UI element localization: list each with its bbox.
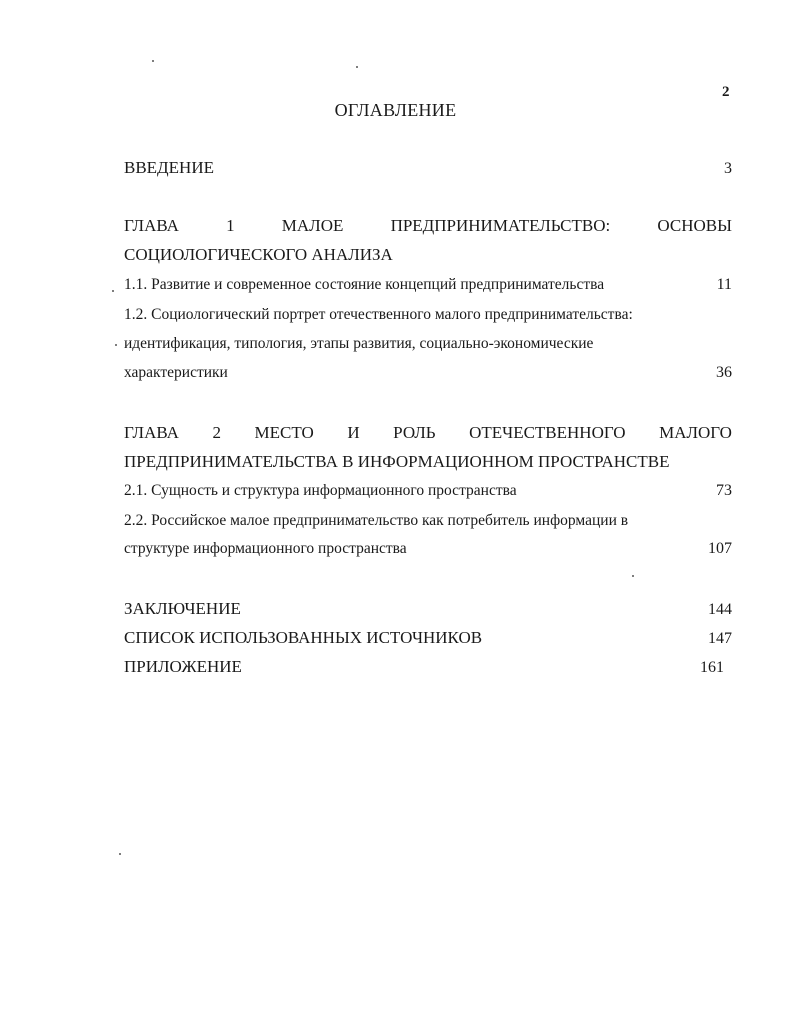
toc-entry-1-1 bbox=[124, 276, 732, 302]
heading-word: МАЛОЕ bbox=[281, 216, 344, 235]
scan-speck bbox=[112, 290, 114, 292]
heading-word: 2 bbox=[212, 423, 221, 442]
scan-speck bbox=[632, 575, 634, 577]
toc-entry-1-2-line3 bbox=[124, 364, 732, 390]
heading-word: ОТЕЧЕСТВЕННОГО bbox=[469, 423, 626, 442]
toc-entry-sources bbox=[124, 628, 732, 654]
toc-entry-label: 1.1. Развитие и современное состояние концепций предпринимательства bbox=[124, 276, 605, 293]
chapter2-heading-line1 bbox=[124, 423, 732, 449]
scan-speck bbox=[119, 853, 121, 855]
chapter1-heading-line1 bbox=[124, 216, 732, 242]
toc-entry-label: СПИСОК ИСПОЛЬЗОВАННЫХ ИСТОЧНИКОВ bbox=[124, 628, 483, 647]
toc-entry-label: ВВЕДЕНИЕ bbox=[124, 158, 214, 177]
heading-word: 1 bbox=[226, 216, 235, 235]
toc-entry-page: 11 bbox=[716, 276, 732, 293]
toc-entry-page: 36 bbox=[716, 364, 732, 381]
scan-speck bbox=[356, 66, 358, 68]
toc-entry-page: 147 bbox=[708, 630, 732, 647]
scan-speck bbox=[152, 60, 154, 62]
toc-entry-page: 107 bbox=[708, 540, 732, 557]
toc-entry-label: характеристики bbox=[124, 364, 228, 381]
heading-word: ПРЕДПРИНИМАТЕЛЬСТВО: bbox=[390, 216, 611, 235]
scan-speck bbox=[115, 344, 117, 346]
heading-word: ГЛАВА bbox=[124, 216, 179, 235]
page-title: ОГЛАВЛЕНИЕ bbox=[334, 100, 457, 120]
toc-entry-label: структуре информационного пространства bbox=[124, 540, 407, 557]
toc-entry-1-2-line1: 1.2. Социологический портрет отечественного малого предпринимательства: bbox=[124, 306, 633, 323]
toc-entry-label: ЗАКЛЮЧЕНИЕ bbox=[124, 599, 241, 618]
toc-entry-page: 144 bbox=[708, 601, 732, 618]
toc-entry-conclusion bbox=[124, 599, 732, 625]
toc-entry-page: 73 bbox=[716, 482, 732, 499]
toc-entry-1-2-line2: идентификация, типология, этапы развития, социально-экономические bbox=[124, 335, 594, 352]
heading-word: МЕСТО bbox=[254, 423, 314, 442]
toc-entry-2-2-line2 bbox=[124, 540, 732, 566]
toc-entry-page: 3 bbox=[724, 160, 732, 177]
heading-word: РОЛЬ bbox=[393, 423, 436, 442]
heading-word: ОСНОВЫ bbox=[657, 216, 732, 235]
toc-entry-appendix bbox=[124, 657, 724, 683]
chapter1-heading-line2: СОЦИОЛОГИЧЕСКОГО АНАЛИЗА bbox=[124, 245, 393, 264]
toc-entry-label: 2.1. Сущность и структура информационного пространства bbox=[124, 482, 517, 499]
heading-word: ГЛАВА bbox=[124, 423, 179, 442]
page-number: 2 bbox=[722, 84, 730, 100]
toc-entry-label: ПРИЛОЖЕНИЕ bbox=[124, 657, 242, 676]
heading-word: И bbox=[347, 423, 360, 442]
toc-entry-2-1 bbox=[124, 482, 732, 508]
toc-entry-page: 161 bbox=[700, 659, 724, 676]
toc-entry-intro bbox=[124, 158, 732, 184]
heading-word: МАЛОГО bbox=[659, 423, 732, 442]
chapter2-heading-line2: ПРЕДПРИНИМАТЕЛЬСТВА В ИНФОРМАЦИОННОМ ПРОСТРАНСТВЕ bbox=[124, 452, 670, 471]
toc-entry-2-2-line1: 2.2. Российское малое предпринимательство как потребитель информации в bbox=[124, 512, 629, 529]
